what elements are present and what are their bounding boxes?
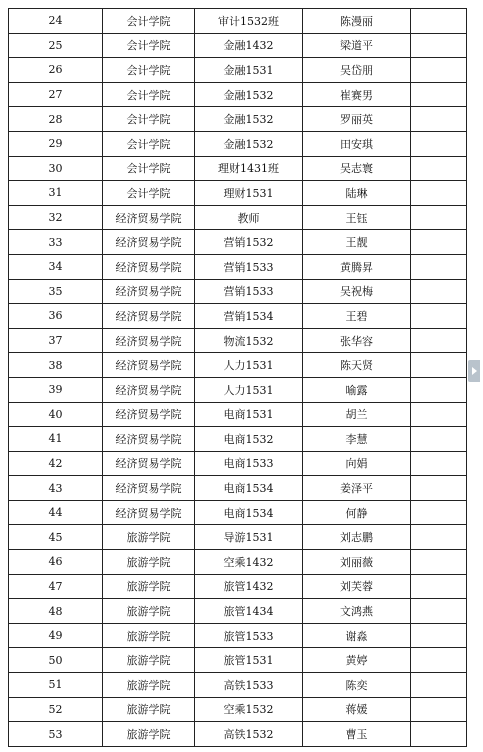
table-row bbox=[9, 33, 467, 58]
table-row bbox=[9, 9, 467, 34]
row-number-cell: 33 bbox=[9, 230, 103, 255]
class-cell: 金融1532 bbox=[195, 107, 303, 132]
name-cell: 姜泽平 bbox=[303, 476, 411, 501]
row-number-cell: 50 bbox=[9, 648, 103, 673]
row-number-cell: 43 bbox=[9, 476, 103, 501]
row-number-cell: 49 bbox=[9, 623, 103, 648]
class-cell: 理财1431班 bbox=[195, 156, 303, 181]
row-number-cell: 35 bbox=[9, 279, 103, 304]
empty-cell bbox=[411, 131, 467, 156]
name-cell: 胡兰 bbox=[303, 402, 411, 427]
table-row bbox=[9, 279, 467, 304]
class-cell: 高铁1533 bbox=[195, 673, 303, 698]
school-cell: 经济贸易学院 bbox=[103, 328, 195, 353]
name-cell: 吴志寰 bbox=[303, 156, 411, 181]
table-row bbox=[9, 500, 467, 525]
table-row bbox=[9, 550, 467, 575]
class-cell: 金融1532 bbox=[195, 82, 303, 107]
class-cell: 高铁1532 bbox=[195, 722, 303, 747]
row-number-cell: 48 bbox=[9, 599, 103, 624]
name-cell: 陈漫丽 bbox=[303, 9, 411, 34]
table-row bbox=[9, 156, 467, 181]
name-cell: 蒋媛 bbox=[303, 697, 411, 722]
empty-cell bbox=[411, 58, 467, 83]
empty-cell bbox=[411, 230, 467, 255]
table-row bbox=[9, 328, 467, 353]
school-cell: 旅游学院 bbox=[103, 550, 195, 575]
table-row bbox=[9, 107, 467, 132]
table-row bbox=[9, 648, 467, 673]
class-cell: 电商1533 bbox=[195, 451, 303, 476]
school-cell: 旅游学院 bbox=[103, 574, 195, 599]
school-cell: 经济贸易学院 bbox=[103, 304, 195, 329]
table-row bbox=[9, 722, 467, 747]
empty-cell bbox=[411, 476, 467, 501]
row-number-cell: 29 bbox=[9, 131, 103, 156]
table-row bbox=[9, 599, 467, 624]
name-cell: 田安琪 bbox=[303, 131, 411, 156]
row-number-cell: 36 bbox=[9, 304, 103, 329]
school-cell: 经济贸易学院 bbox=[103, 205, 195, 230]
row-number-cell: 24 bbox=[9, 9, 103, 34]
empty-cell bbox=[411, 328, 467, 353]
empty-cell bbox=[411, 33, 467, 58]
class-cell: 旅管1533 bbox=[195, 623, 303, 648]
class-cell: 旅管1531 bbox=[195, 648, 303, 673]
class-cell: 电商1534 bbox=[195, 500, 303, 525]
row-number-cell: 34 bbox=[9, 254, 103, 279]
table-row bbox=[9, 353, 467, 378]
table-row bbox=[9, 131, 467, 156]
row-number-cell: 41 bbox=[9, 427, 103, 452]
empty-cell bbox=[411, 107, 467, 132]
empty-cell bbox=[411, 451, 467, 476]
table-row bbox=[9, 574, 467, 599]
row-number-cell: 39 bbox=[9, 377, 103, 402]
empty-cell bbox=[411, 574, 467, 599]
table-row bbox=[9, 58, 467, 83]
name-cell: 谢淼 bbox=[303, 623, 411, 648]
row-number-cell: 42 bbox=[9, 451, 103, 476]
side-panel-toggle[interactable] bbox=[468, 360, 480, 382]
class-cell: 营销1532 bbox=[195, 230, 303, 255]
row-number-cell: 27 bbox=[9, 82, 103, 107]
school-cell: 旅游学院 bbox=[103, 673, 195, 698]
class-cell: 营销1534 bbox=[195, 304, 303, 329]
row-number-cell: 26 bbox=[9, 58, 103, 83]
class-cell: 物流1532 bbox=[195, 328, 303, 353]
chevron-right-icon bbox=[472, 367, 477, 375]
name-cell: 李慧 bbox=[303, 427, 411, 452]
table-row bbox=[9, 181, 467, 206]
empty-cell bbox=[411, 623, 467, 648]
class-cell: 营销1533 bbox=[195, 254, 303, 279]
name-cell: 王钰 bbox=[303, 205, 411, 230]
table-row bbox=[9, 205, 467, 230]
table-row bbox=[9, 82, 467, 107]
empty-cell bbox=[411, 82, 467, 107]
name-cell: 罗丽英 bbox=[303, 107, 411, 132]
empty-cell bbox=[411, 181, 467, 206]
school-cell: 旅游学院 bbox=[103, 648, 195, 673]
class-cell: 人力1531 bbox=[195, 353, 303, 378]
table-row bbox=[9, 304, 467, 329]
empty-cell bbox=[411, 427, 467, 452]
empty-cell bbox=[411, 205, 467, 230]
table-row bbox=[9, 254, 467, 279]
school-cell: 经济贸易学院 bbox=[103, 279, 195, 304]
school-cell: 经济贸易学院 bbox=[103, 427, 195, 452]
empty-cell bbox=[411, 648, 467, 673]
row-number-cell: 37 bbox=[9, 328, 103, 353]
name-cell: 张华容 bbox=[303, 328, 411, 353]
school-cell: 旅游学院 bbox=[103, 599, 195, 624]
name-cell: 向娟 bbox=[303, 451, 411, 476]
table-row bbox=[9, 673, 467, 698]
class-cell: 理财1531 bbox=[195, 181, 303, 206]
school-cell: 经济贸易学院 bbox=[103, 230, 195, 255]
empty-cell bbox=[411, 722, 467, 747]
roster-table bbox=[8, 8, 467, 747]
class-cell: 电商1532 bbox=[195, 427, 303, 452]
school-cell: 旅游学院 bbox=[103, 722, 195, 747]
name-cell: 刘芙蓉 bbox=[303, 574, 411, 599]
school-cell: 经济贸易学院 bbox=[103, 476, 195, 501]
name-cell: 刘志鹏 bbox=[303, 525, 411, 550]
empty-cell bbox=[411, 377, 467, 402]
class-cell: 电商1531 bbox=[195, 402, 303, 427]
school-cell: 经济贸易学院 bbox=[103, 451, 195, 476]
name-cell: 黄腾昇 bbox=[303, 254, 411, 279]
name-cell: 梁道平 bbox=[303, 33, 411, 58]
row-number-cell: 32 bbox=[9, 205, 103, 230]
class-cell: 导游1531 bbox=[195, 525, 303, 550]
class-cell: 金融1432 bbox=[195, 33, 303, 58]
class-cell: 电商1534 bbox=[195, 476, 303, 501]
row-number-cell: 30 bbox=[9, 156, 103, 181]
name-cell: 吴祝梅 bbox=[303, 279, 411, 304]
name-cell: 陆琳 bbox=[303, 181, 411, 206]
empty-cell bbox=[411, 9, 467, 34]
empty-cell bbox=[411, 697, 467, 722]
row-number-cell: 45 bbox=[9, 525, 103, 550]
empty-cell bbox=[411, 525, 467, 550]
table-row bbox=[9, 525, 467, 550]
name-cell: 崔赛男 bbox=[303, 82, 411, 107]
row-number-cell: 31 bbox=[9, 181, 103, 206]
empty-cell bbox=[411, 254, 467, 279]
empty-cell bbox=[411, 673, 467, 698]
name-cell: 陈奕 bbox=[303, 673, 411, 698]
roster-table-body bbox=[9, 9, 467, 747]
school-cell: 经济贸易学院 bbox=[103, 402, 195, 427]
row-number-cell: 40 bbox=[9, 402, 103, 427]
name-cell: 刘丽薇 bbox=[303, 550, 411, 575]
class-cell: 金融1531 bbox=[195, 58, 303, 83]
name-cell: 何静 bbox=[303, 500, 411, 525]
school-cell: 会计学院 bbox=[103, 9, 195, 34]
empty-cell bbox=[411, 402, 467, 427]
row-number-cell: 25 bbox=[9, 33, 103, 58]
school-cell: 会计学院 bbox=[103, 181, 195, 206]
class-cell: 营销1533 bbox=[195, 279, 303, 304]
name-cell: 黄婷 bbox=[303, 648, 411, 673]
table-row bbox=[9, 697, 467, 722]
school-cell: 会计学院 bbox=[103, 131, 195, 156]
row-number-cell: 28 bbox=[9, 107, 103, 132]
empty-cell bbox=[411, 500, 467, 525]
school-cell: 会计学院 bbox=[103, 58, 195, 83]
school-cell: 旅游学院 bbox=[103, 623, 195, 648]
class-cell: 人力1531 bbox=[195, 377, 303, 402]
table-row bbox=[9, 427, 467, 452]
row-number-cell: 53 bbox=[9, 722, 103, 747]
school-cell: 会计学院 bbox=[103, 156, 195, 181]
table-row bbox=[9, 451, 467, 476]
row-number-cell: 38 bbox=[9, 353, 103, 378]
school-cell: 经济贸易学院 bbox=[103, 254, 195, 279]
row-number-cell: 44 bbox=[9, 500, 103, 525]
name-cell: 陈天贤 bbox=[303, 353, 411, 378]
name-cell: 文鸿燕 bbox=[303, 599, 411, 624]
row-number-cell: 47 bbox=[9, 574, 103, 599]
class-cell: 旅管1434 bbox=[195, 599, 303, 624]
school-cell: 会计学院 bbox=[103, 33, 195, 58]
class-cell: 教师 bbox=[195, 205, 303, 230]
name-cell: 吴岱朋 bbox=[303, 58, 411, 83]
class-cell: 审计1532班 bbox=[195, 9, 303, 34]
school-cell: 经济贸易学院 bbox=[103, 353, 195, 378]
empty-cell bbox=[411, 550, 467, 575]
name-cell: 王碧 bbox=[303, 304, 411, 329]
empty-cell bbox=[411, 353, 467, 378]
table-row bbox=[9, 623, 467, 648]
school-cell: 会计学院 bbox=[103, 82, 195, 107]
name-cell: 王靓 bbox=[303, 230, 411, 255]
school-cell: 旅游学院 bbox=[103, 525, 195, 550]
school-cell: 经济贸易学院 bbox=[103, 377, 195, 402]
table-row bbox=[9, 230, 467, 255]
empty-cell bbox=[411, 279, 467, 304]
row-number-cell: 46 bbox=[9, 550, 103, 575]
empty-cell bbox=[411, 599, 467, 624]
class-cell: 空乘1532 bbox=[195, 697, 303, 722]
table-row bbox=[9, 377, 467, 402]
name-cell: 曹玉 bbox=[303, 722, 411, 747]
row-number-cell: 52 bbox=[9, 697, 103, 722]
empty-cell bbox=[411, 156, 467, 181]
school-cell: 会计学院 bbox=[103, 107, 195, 132]
class-cell: 空乘1432 bbox=[195, 550, 303, 575]
class-cell: 金融1532 bbox=[195, 131, 303, 156]
table-row bbox=[9, 476, 467, 501]
class-cell: 旅管1432 bbox=[195, 574, 303, 599]
school-cell: 旅游学院 bbox=[103, 697, 195, 722]
empty-cell bbox=[411, 304, 467, 329]
name-cell: 喻露 bbox=[303, 377, 411, 402]
table-row bbox=[9, 402, 467, 427]
school-cell: 经济贸易学院 bbox=[103, 500, 195, 525]
row-number-cell: 51 bbox=[9, 673, 103, 698]
